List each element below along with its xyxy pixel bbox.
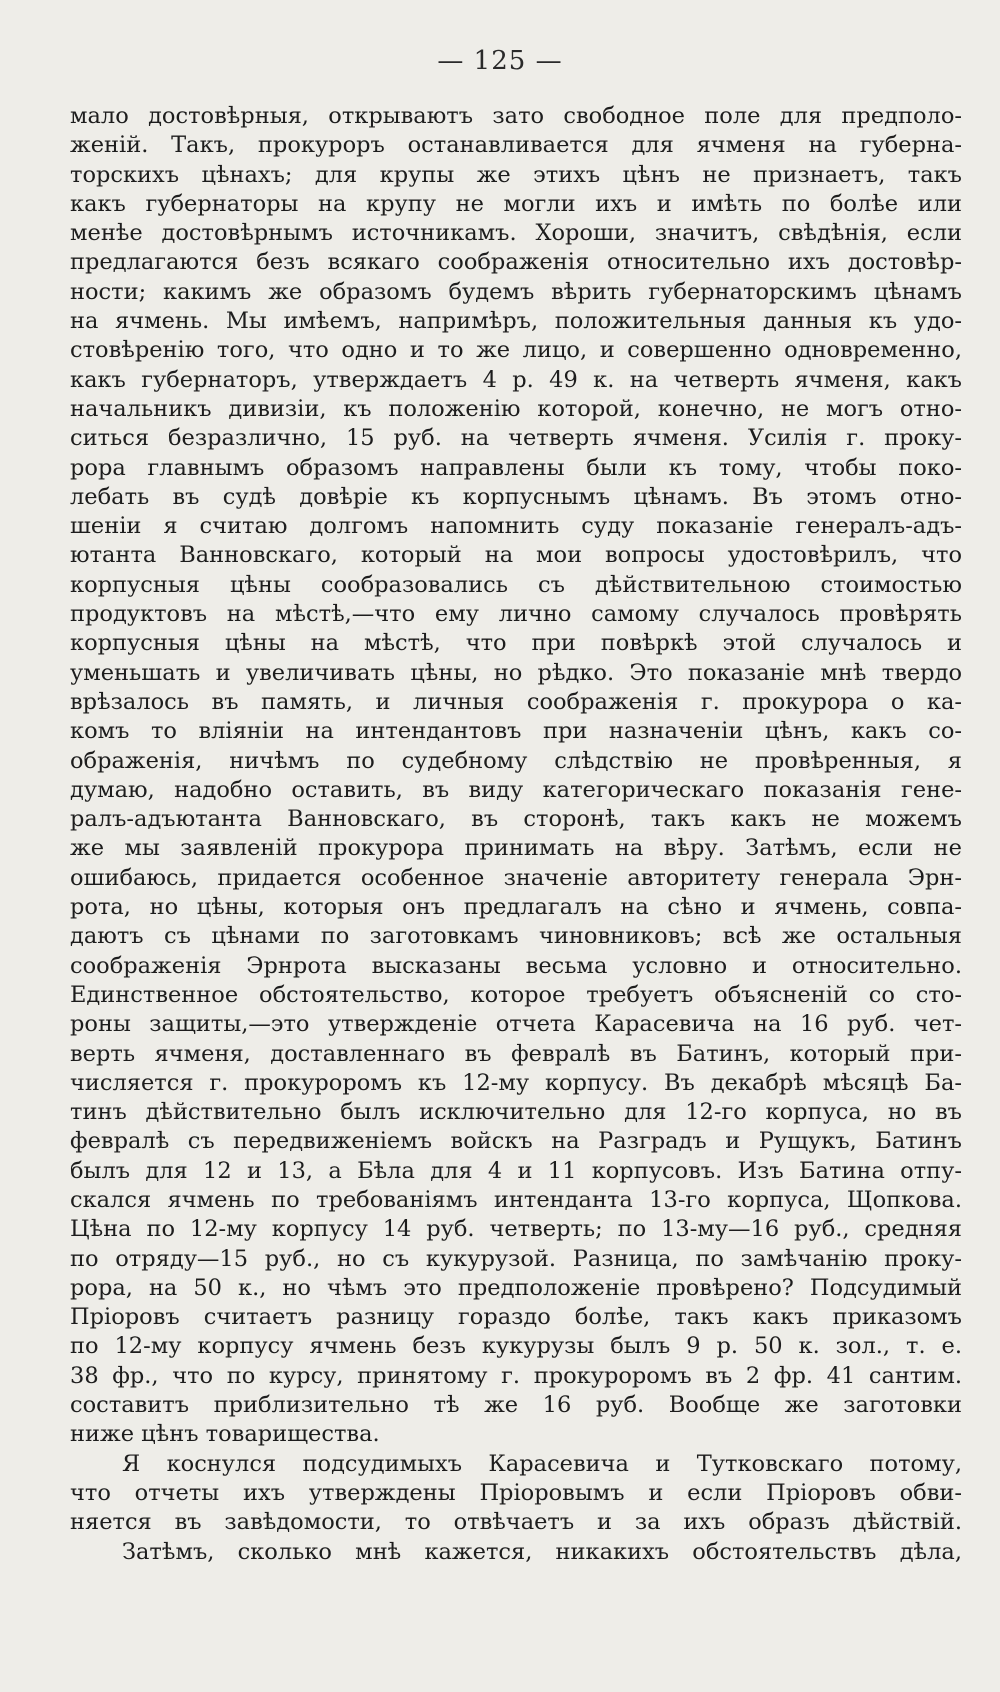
text-line: ниже цѣнъ товарищества. xyxy=(70,1421,380,1448)
text-line: шеніи я считаю долгомъ напомнить суду показаніе генералъ-адъ- xyxy=(70,513,962,540)
text-line: мало достовѣрныя, открываютъ зато свободное поле для предполо- xyxy=(70,103,962,129)
text-line: продуктовъ на мѣстѣ,—что ему лично самому случалось провѣрять xyxy=(70,601,962,628)
text-line: же мы заявленій прокурора принимать на вѣру. Затѣмъ, если не xyxy=(70,835,962,862)
text-line: предлагаются безъ всякаго соображенія относительно ихъ достовѣр- xyxy=(70,249,962,276)
text-line: Единственное обстоятельство, которое требуетъ объясненій со сто- xyxy=(70,981,962,1008)
text-line: начальникъ дивизіи, къ положенію которой, конечно, не могъ отно- xyxy=(70,395,962,422)
text-line: ображенія, ничѣмъ по судебному слѣдствію не провѣренныя, я xyxy=(70,747,962,774)
text-line: ности; какимъ же образомъ будемъ вѣрить губернаторскимъ цѣнамъ xyxy=(70,278,962,305)
text-line: какъ губернаторъ, утверждаетъ 4 р. 49 к. на четверть ячменя, какъ xyxy=(70,366,962,393)
text-line: ошибаюсь, придается особенное значеніе авторитету генерала Эрн- xyxy=(70,864,962,891)
text-line: рора, на 50 к., но чѣмъ это предположеніе провѣрено? Подсудимый xyxy=(70,1274,962,1301)
text-line: февралѣ съ передвиженіемъ войскъ на Разградъ и Рущукъ, Батинъ xyxy=(70,1128,962,1155)
text-line: Я коснулся подсудимыхъ Карасевича и Тутковскаго потому, xyxy=(122,1450,962,1477)
text-line: на ячмень. Мы имѣемъ, напримѣръ, положительныя данныя къ удо- xyxy=(70,308,962,335)
text-line: что отчеты ихъ утверждены Пріоровымъ и если Пріоровъ обви- xyxy=(70,1479,962,1506)
text-line: думаю, надобно оставить, въ виду категорическаго показанія гене- xyxy=(70,776,962,803)
text-line: даютъ съ цѣнами по заготовкамъ чиновниковъ; всѣ же остальныя xyxy=(70,923,962,950)
text-line: Затѣмъ, сколько мнѣ кажется, никакихъ обстоятельствъ дѣла, xyxy=(122,1538,962,1565)
text-line: ралъ-адъютанта Ванновскаго, въ сторонѣ, такъ какъ не можемъ xyxy=(70,806,962,833)
text-line: корпусныя цѣны на мѣстѣ, что при повѣркѣ этой случалось и xyxy=(70,630,962,657)
text-line: лебать въ судѣ довѣріе къ корпуснымъ цѣнамъ. Въ этомъ отно- xyxy=(70,483,962,510)
page-number: — 125 — xyxy=(437,46,563,76)
text-line: комъ то вліяніи на интендантовъ при назначеніи цѣнъ, какъ со- xyxy=(70,718,962,745)
text-line: скался ячмень по требованіямъ интенданта 13-го корпуса, Щопкова. xyxy=(70,1186,962,1213)
text-line: числяется г. прокуроромъ къ 12-му корпусу. Въ декабрѣ мѣсяцѣ Ба- xyxy=(70,1069,962,1096)
text-line: роны защиты,—это утвержденіе отчета Карасевича на 16 руб. чет- xyxy=(70,1011,962,1038)
text-line: рота, но цѣны, которыя онъ предлагалъ на сѣно и ячмень, совпа- xyxy=(70,894,962,921)
text-line: рора главнымъ образомъ направлены были къ тому, чтобы поко- xyxy=(70,454,962,481)
text-line: составитъ приблизительно тѣ же 16 руб. Вообще же заготовки xyxy=(70,1392,962,1419)
text-line: Пріоровъ считаетъ разницу гораздо болѣе, такъ какъ приказомъ xyxy=(70,1304,962,1331)
text-line: женій. Такъ, прокуроръ останавливается для ячменя на губерна- xyxy=(70,132,962,159)
text-line: по 12-му корпусу ячмень безъ кукурузы былъ 9 р. 50 к. зол., т. е. xyxy=(70,1333,962,1360)
text-line: по отряду—15 руб., но съ кукурузой. Разница, по замѣчанію проку- xyxy=(70,1245,962,1272)
text-line: няется въ завѣдомости, то отвѣчаетъ и за ихъ образъ дѣйствій. xyxy=(70,1509,962,1536)
text-line: былъ для 12 и 13, а Бѣла для 4 и 11 корпусовъ. Изъ Батина отпу- xyxy=(70,1157,962,1184)
text-line: соображенія Эрнрота высказаны весьма условно и относительно. xyxy=(70,952,962,979)
text-line: Цѣна по 12-му корпусу 14 руб. четверть; по 13-му—16 руб., средняя xyxy=(70,1216,962,1243)
text-line: торскихъ цѣнахъ; для крупы же этихъ цѣнъ не признаетъ, такъ xyxy=(70,161,962,188)
text-line: менѣе достовѣрнымъ источникамъ. Хороши, значитъ, свѣдѣнія, если xyxy=(70,220,962,247)
text-line: уменьшать и увеличивать цѣны, но рѣдко. Это показаніе мнѣ твердо xyxy=(70,659,962,686)
text-line: ютанта Ванновскаго, который на мои вопросы удостовѣрилъ, что xyxy=(70,542,962,569)
text-line: какъ губернаторы на крупу не могли ихъ и имѣть по болѣе или xyxy=(70,190,962,217)
text-line: ситься безразлично, 15 руб. на четверть ячменя. Усилія г. проку- xyxy=(70,425,962,452)
text-line: верть ячменя, доставленнаго въ февралѣ въ Батинъ, который при- xyxy=(70,1040,962,1067)
text-line: 38 фр., что по курсу, принятому г. прокуроромъ въ 2 фр. 41 сантим. xyxy=(70,1362,962,1389)
text-line: стовѣренію того, что одно и то же лицо, и совершенно одновременно, xyxy=(70,337,962,364)
text-line: тинъ дѣйствительно былъ исключительно для 12-го корпуса, но въ xyxy=(70,1099,962,1126)
text-line: врѣзалось въ память, и личныя соображенія г. прокурора о ка- xyxy=(70,688,962,715)
body-text xyxy=(70,102,962,1567)
text-line: корпусныя цѣны сообразовались съ дѣйствительною стоимостью xyxy=(70,571,962,598)
